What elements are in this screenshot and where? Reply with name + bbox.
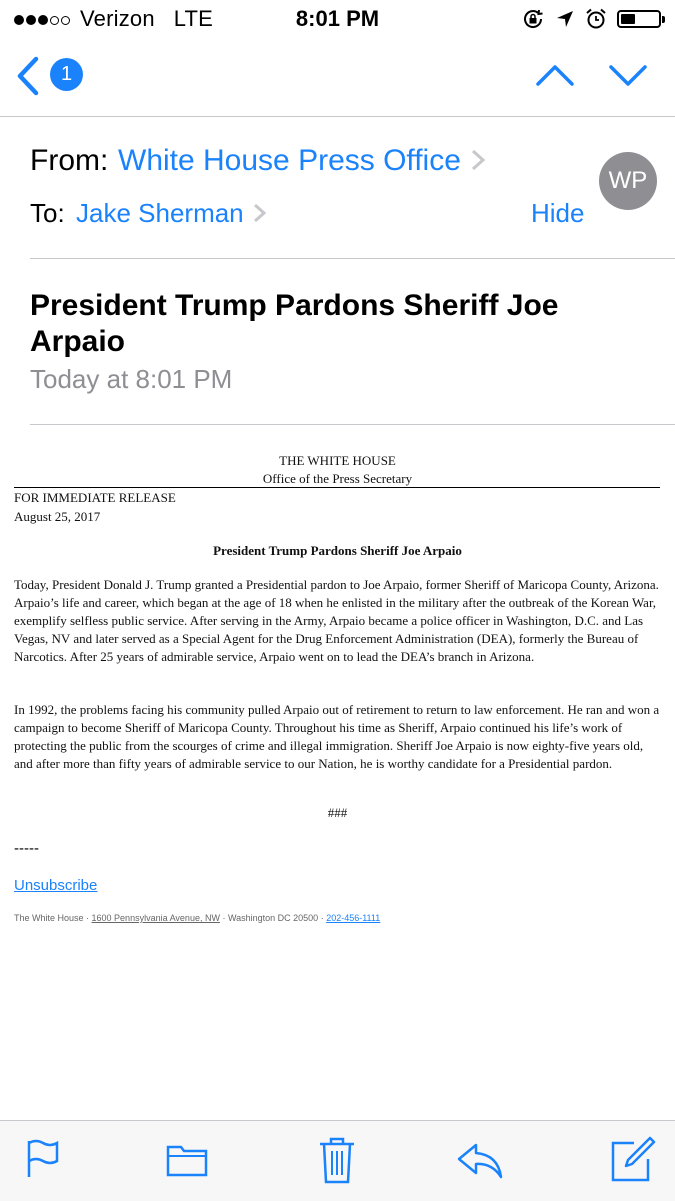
reply-icon[interactable]	[456, 1141, 504, 1181]
rotation-lock-icon	[521, 8, 545, 30]
network-type: LTE	[173, 6, 214, 31]
divider	[30, 424, 675, 425]
footer	[14, 913, 380, 923]
location-arrow-icon	[555, 9, 575, 29]
battery-icon	[617, 10, 661, 28]
footer-phone-link[interactable]: 202-456-1111	[326, 913, 381, 923]
status-time: 8:01 PM	[295, 6, 380, 31]
chevron-right-icon	[252, 202, 268, 224]
release-date: August 25, 2017	[14, 509, 101, 524]
status-bar	[0, 0, 675, 38]
paragraph: In 1992, the problems facing his community pulled Arpaio out of retirement to return to law enforcement. He ran and won a campaign to become Sheriff of Maricopa County. Throughout his time as Sheriff, Arpaio continued his life’s work of protecting the public from the scourges of crime and illegal immigration. Sheriff Joe Arpaio is now eighty-five years old, and after more than fifty years of admirable service to our Nation, he is worthy candidate for a Presidential pardon.	[14, 702, 660, 771]
sender-name-text[interactable]: White House Press Office	[118, 144, 461, 177]
office-name: Office of the Press Secretary	[262, 471, 413, 486]
status-indicators	[521, 8, 661, 30]
trash-icon[interactable]	[318, 1135, 356, 1185]
signature-separator: -----	[14, 840, 39, 857]
hide-details-button[interactable]: Hide	[531, 198, 585, 228]
sender-avatar[interactable]: WP	[599, 152, 657, 210]
compose-icon[interactable]	[610, 1135, 656, 1183]
footer-org: The White House	[14, 913, 84, 923]
flag-icon[interactable]	[24, 1137, 60, 1179]
divider	[0, 116, 675, 117]
previous-message-icon[interactable]	[535, 62, 575, 88]
press-headline: President Trump Pardons Sheriff Joe Arpaio	[213, 543, 462, 558]
unsubscribe-link[interactable]: Unsubscribe	[14, 877, 98, 894]
divider	[30, 258, 675, 259]
to-label: To:	[30, 198, 65, 228]
paragraph: Today, President Donald J. Trump granted a Presidential pardon to Joe Arpaio, former Sheriff of Maricopa County, Arizona. Arpaio’s life and career, which began at the age of 18 when he enlisted in the military after the outbreak of the Korean War, exemplify selfless public service. After serving in the Army, Arpaio became a police officer in Washington, D.C. and Las Vegas, NV and later served as a Special Agent for the Drug Enforcement Administration (DEA), formerly the Bureau of Narcotics. After 25 years of admirable service, Arpaio went on to lead the DEA’s branch in Arizona.	[14, 577, 659, 664]
chevron-right-icon	[469, 148, 487, 172]
org-title: THE WHITE HOUSE	[279, 453, 396, 468]
recipient-name-text[interactable]: Jake Sherman	[76, 198, 244, 228]
footer-city: Washington DC 20500	[227, 913, 319, 923]
end-mark: ###	[327, 805, 348, 820]
unread-count-badge[interactable]: 1	[50, 58, 83, 91]
bottom-toolbar	[0, 1120, 675, 1201]
email-subject: President Trump Pardons Sheriff Joe Arpaio	[30, 289, 559, 358]
release-label: FOR IMMEDIATE RELEASE	[14, 490, 176, 505]
recipient-name[interactable]	[76, 198, 268, 229]
footer-separator: ·	[318, 913, 327, 923]
sender-name[interactable]	[118, 144, 487, 178]
from-label: From:	[30, 144, 109, 177]
footer-separator: ·	[219, 913, 228, 923]
carrier-name: Verizon	[80, 6, 155, 31]
footer-address-link[interactable]: 1600 Pennsylvania Avenue, NW	[91, 913, 220, 923]
alarm-icon	[585, 8, 607, 30]
next-message-icon[interactable]	[608, 62, 648, 88]
footer-separator: ·	[83, 913, 92, 923]
header-rule	[14, 487, 660, 488]
folder-icon[interactable]	[166, 1143, 208, 1177]
email-date: Today at 8:01 PM	[30, 364, 233, 394]
back-chevron-icon[interactable]	[14, 56, 42, 96]
